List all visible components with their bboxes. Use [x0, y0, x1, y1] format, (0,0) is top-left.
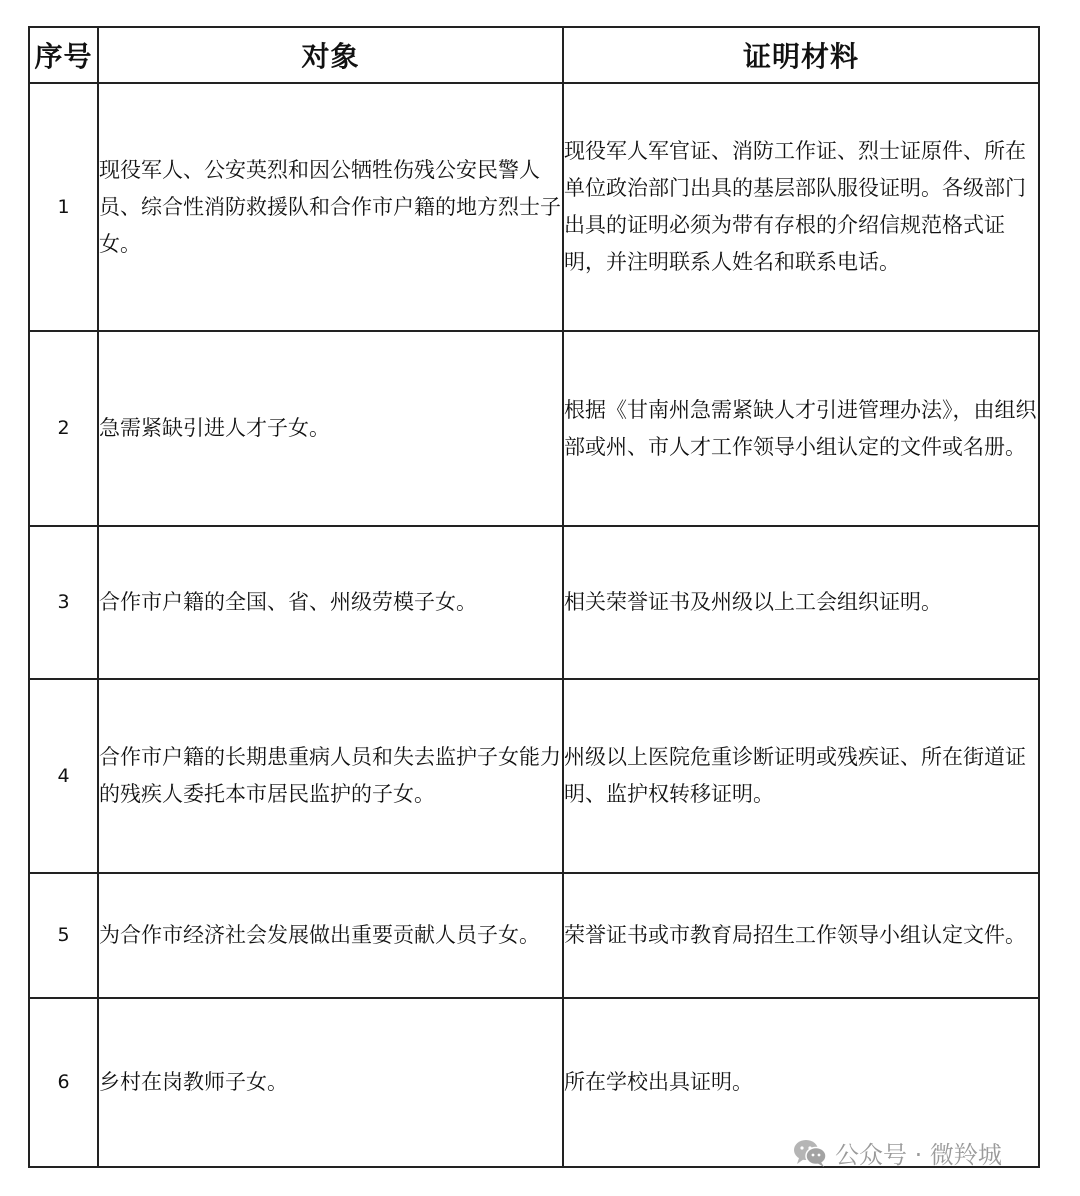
table-row — [29, 331, 1039, 526]
admission-materials-table — [28, 26, 1040, 1168]
row-material: 现役军人军官证、消防工作证、烈士证原件、所在单位政治部门出具的基层部队服役证明。各级部门出具的证明必须为带有存根的介绍信规范格式证明，并注明联系人姓名和联系电话。 — [563, 83, 1039, 331]
table-header-row — [29, 27, 1039, 83]
row-index: 2 — [29, 331, 98, 526]
row-index: 1 — [29, 83, 98, 331]
row-material: 相关荣誉证书及州级以上工会组织证明。 — [563, 526, 1039, 679]
table-row — [29, 679, 1039, 873]
row-index: 4 — [29, 679, 98, 873]
table-row — [29, 83, 1039, 331]
row-index: 5 — [29, 873, 98, 998]
row-object: 合作市户籍的长期患重病人员和失去监护子女能力的残疾人委托本市居民监护的子女。 — [98, 679, 563, 873]
header-object: 对象 — [98, 27, 563, 83]
row-object: 急需紧缺引进人才子女。 — [98, 331, 563, 526]
row-object: 乡村在岗教师子女。 — [98, 998, 563, 1167]
table-row — [29, 526, 1039, 679]
row-object: 为合作市经济社会发展做出重要贡献人员子女。 — [98, 873, 563, 998]
watermark-text: 公众号 · 微羚城 — [835, 1141, 1002, 1169]
row-material: 州级以上医院危重诊断证明或残疾证、所在街道证明、监护权转移证明。 — [563, 679, 1039, 873]
row-index: 3 — [29, 526, 98, 679]
row-object: 合作市户籍的全国、省、州级劳模子女。 — [98, 526, 563, 679]
row-material: 荣誉证书或市教育局招生工作领导小组认定文件。 — [563, 873, 1039, 998]
row-object: 现役军人、公安英烈和因公牺牲伤残公安民警人员、综合性消防救援队和合作市户籍的地方烈士子女。 — [98, 83, 563, 331]
header-index: 序号 — [29, 27, 98, 83]
table-row — [29, 873, 1039, 998]
row-index: 6 — [29, 998, 98, 1167]
wechat-watermark — [793, 1135, 1002, 1170]
wechat-icon — [793, 1138, 827, 1168]
row-material: 所在学校出具证明。 — [563, 998, 1039, 1167]
row-material: 根据《甘南州急需紧缺人才引进管理办法》，由组织部或州、市人才工作领导小组认定的文件或名册。 — [563, 331, 1039, 526]
header-material: 证明材料 — [563, 27, 1039, 83]
